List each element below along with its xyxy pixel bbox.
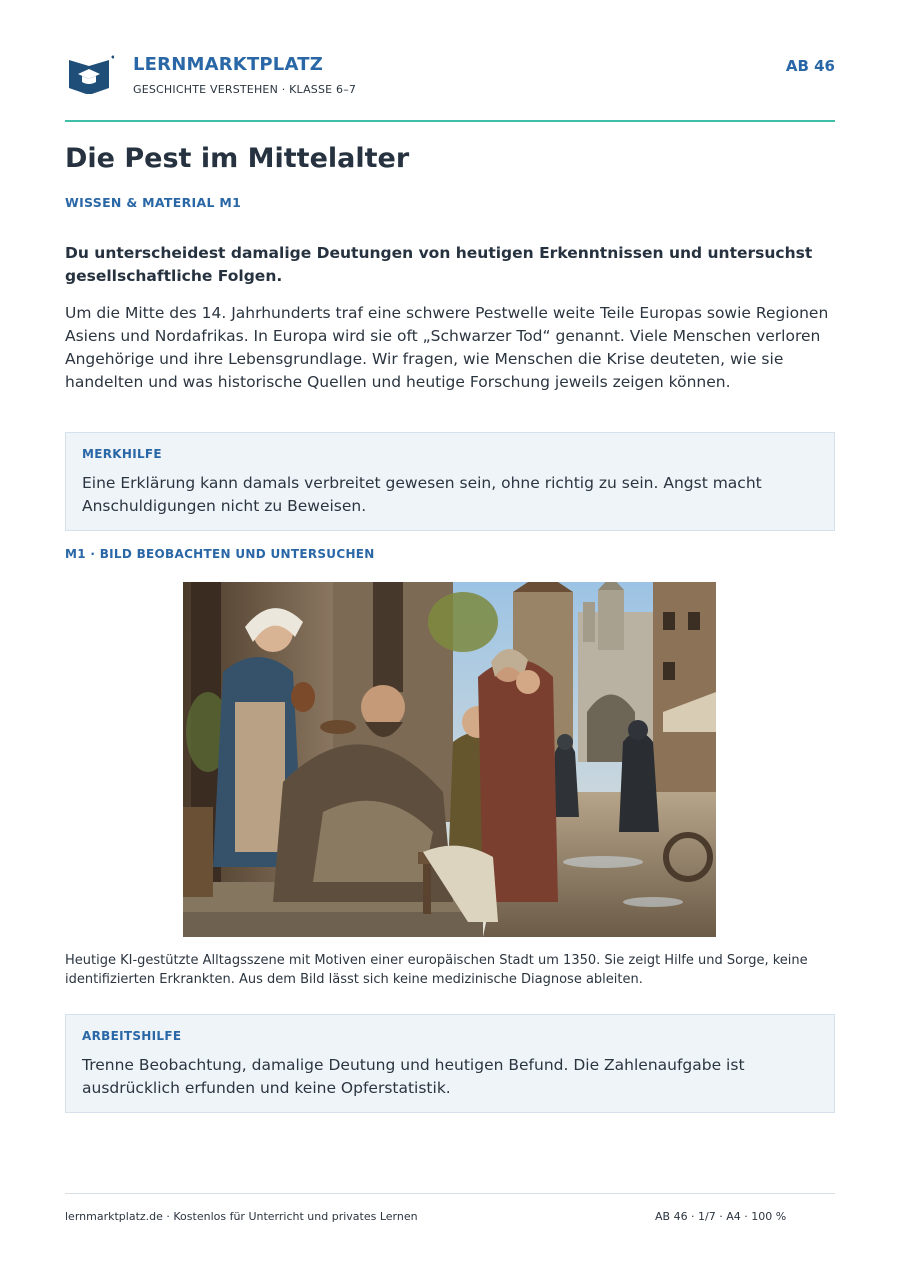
- page-title: Die Pest im Mittelalter: [65, 143, 410, 174]
- sheet-number: AB 46: [785, 57, 835, 75]
- footer-divider: [65, 1193, 835, 1194]
- merkhilfe-label: MERKHILFE: [82, 447, 162, 461]
- page-header: [65, 48, 835, 104]
- graduation-cap-logo-icon: [68, 54, 114, 94]
- brand-name: LERNMARKTPLATZ: [133, 54, 323, 75]
- arbeitshilfe-label: ARBEITSHILFE: [82, 1029, 182, 1043]
- medieval-street-scene-image: [183, 582, 716, 937]
- intro-paragraph: Um die Mitte des 14. Jahrhunderts traf eine schwere Pestwelle weite Teile Europas sowie Regionen Asiens und Nordafrikas. In Europa wird sie oft „Schwarzer Tod“ genannt. Viele Menschen verloren Angehörige und ihre Lebensgrundlage. Wir fragen, wie Menschen die Krise deuteten, wie sie handelten und was historische Quellen und heutige Forschung jeweils zeigen können.: [65, 304, 829, 391]
- merkhilfe-text: Eine Erklärung kann damals verbreitet gewesen sein, ohne richtig zu sein. Angst macht Anschuldigungen nicht zu Beweisen.: [82, 474, 762, 515]
- section-kicker: WISSEN & MATERIAL M1: [65, 195, 242, 210]
- header-divider: [65, 120, 835, 122]
- m1-section-label: M1 · BILD BEOBACHTEN UND UNTERSUCHEN: [65, 547, 375, 561]
- footer-page-info: AB 46 · 1/7 · A4 · 100 %: [655, 1210, 787, 1223]
- lead-text: Du unterscheidest damalige Deutungen von heutigen Erkenntnissen und untersuchst gesellschaftliche Folgen.: [65, 244, 813, 285]
- brand-subtitle: GESCHICHTE VERSTEHEN · KLASSE 6–7: [133, 83, 357, 96]
- image-caption: Heutige KI-gestützte Alltagsszene mit Motiven einer europäischen Stadt um 1350. Sie zeigt Hilfe und Sorge, keine identifizierten Erkrankten. Aus dem Bild lässt sich keine medizinische Diagnose ableiten.: [65, 953, 808, 987]
- arbeitshilfe-box: [65, 1014, 835, 1113]
- footer-site-note: lernmarktplatz.de · Kostenlos für Unterricht und privates Lernen: [65, 1210, 418, 1223]
- merkhilfe-box: [65, 432, 835, 531]
- arbeitshilfe-text: Trenne Beobachtung, damalige Deutung und heutigen Befund. Die Zahlenaufgabe ist ausdrücklich erfunden und keine Opferstatistik.: [82, 1056, 745, 1097]
